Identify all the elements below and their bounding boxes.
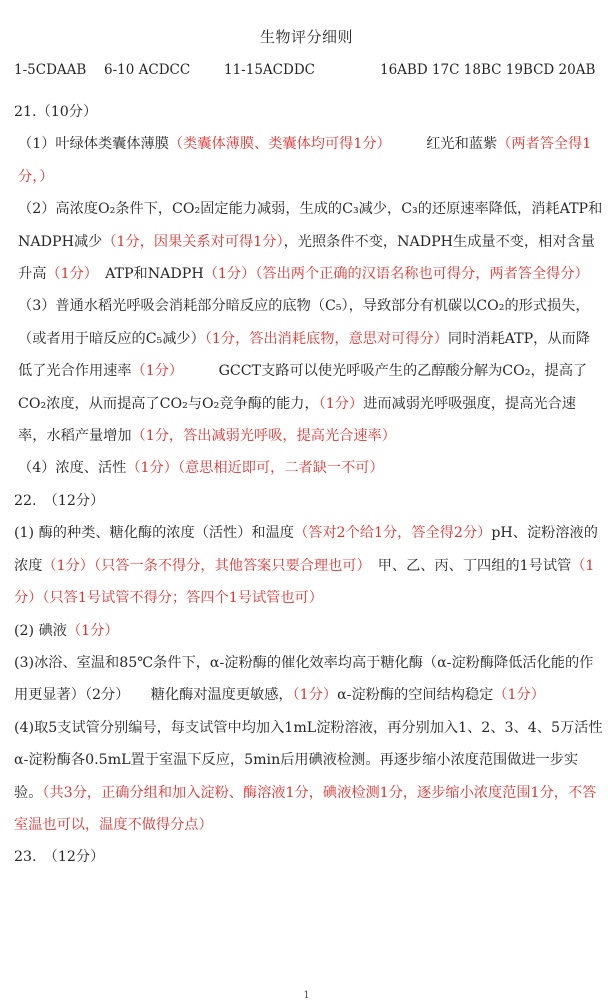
scoring-note: （共3分，正确分组和加入淀粉、酶溶液1分，碘液检测1分，逐步缩小浓度范围1分，不答室温也可以，温度不做得分点）	[14, 784, 597, 833]
answer-text: 进而减弱光呼吸强度，提高光合速率，水稻产量增加	[18, 395, 576, 445]
scoring-note: （1分）	[46, 266, 91, 283]
answer-text: ATP和NADPH	[90, 266, 204, 283]
page-number: 1	[303, 990, 310, 1001]
question-23-heading: 23. （12分）	[14, 849, 105, 866]
scoring-note: （1分）（只答1号试管不得分；答四个1号试管也可）	[14, 557, 595, 607]
scoring-note: （1分，答出消耗底物，意思对可得分）	[204, 330, 448, 347]
answer-key-1-5: 1-5CDAAB	[14, 62, 87, 78]
answer-text: 甲、乙、丙、丁四组的1号试管	[363, 557, 572, 574]
answer-text: （2）高浓度O₂条件下，CO₂固定能力减弱，生成的C₃减少，C₃的还原速率降低，消耗ATP和NADPH减少	[18, 201, 603, 250]
q22-part2	[14, 615, 603, 647]
scoring-content	[14, 96, 603, 874]
q22-part1	[14, 517, 603, 614]
answer-text: （3）普通水稻光呼吸会消耗部分暗反应的底物（C₅），导致部分有机碳以CO₂的形式损失，（或者用于暗反应的C₅减少）	[18, 298, 590, 347]
answer-text: α-淀粉酶的空间结构稳定	[337, 687, 494, 704]
answer-text: （1）叶绿体类囊体薄膜	[18, 136, 169, 153]
scoring-note: （1分）	[66, 622, 119, 639]
scoring-note: （1分）	[493, 687, 545, 704]
answer-text: （4）浓度、活性	[18, 460, 127, 477]
scoring-note: （1分）（答出两个正确的汉语名称也可得分，两者答全得分）	[203, 266, 589, 283]
answer-text: ，光照条件不变，NADPH生成量不变，相对含量升高	[18, 233, 595, 283]
page-title: 生物评分细则	[259, 28, 353, 46]
answer-text: (4)取5支试管分别编号，每支试管中均加入1mL淀粉溶液，再分别加入1、2、3、4、5万活性α-淀粉酶各0.5mL置于室温下反应，5min后用碘液检测。再逐步缩小浓度范围做进一步实验。	[14, 719, 603, 801]
scoring-note: （1分，答出减弱光呼吸，提高光合速率）	[131, 428, 396, 445]
q21-part1	[14, 128, 603, 193]
answer-text: pH、淀粉溶液的浓度	[14, 525, 598, 574]
q22-part4	[14, 712, 603, 842]
answer-key-16-20: 16ABD 17C 18BC 19BCD 20AB	[380, 62, 596, 78]
scoring-note: （1分）	[318, 395, 364, 412]
answer-key-6-10: 6-10 ACDCC	[104, 62, 191, 78]
q22-part3	[14, 647, 603, 712]
answer-text: (3)冰浴、室温和85℃条件下，α-淀粉酶的催化效率均高于糖化酶（α-淀粉酶降低活化能的作用更显著）（2分） 糖化酶对温度更敏感，	[14, 654, 594, 704]
scoring-note: （类囊体薄膜、类囊体均可得1分）	[168, 136, 384, 153]
answer-text: GCCT支路可以使光呼吸产生的乙醇酸分解为CO₂，提高了CO₂浓度，从而提高了CO₂与O₂竞争酶的能力，	[18, 363, 588, 412]
scoring-note: （1分）（只答一条不得分，其他答案只要合理也可）	[42, 557, 364, 574]
q21-part3	[14, 290, 603, 452]
answer-text: (1) 酶的种类、糖化酶的浓度（活性）和温度	[14, 525, 294, 542]
scoring-note: （答对2个给1分，答全得2分）	[293, 525, 492, 542]
answer-text: (2) 碘液	[14, 622, 67, 639]
answer-text: 同时消耗ATP，从而降低了光合作用速率	[18, 330, 590, 380]
scoring-note: （两者答全得1分，）	[18, 136, 592, 185]
q21-part2	[14, 193, 603, 290]
question-21-heading: 21.（10分）	[14, 104, 98, 120]
answer-key-row	[14, 62, 604, 84]
answer-key-11-15: 11-15ACDDC	[224, 62, 315, 78]
q21-part4	[14, 452, 603, 484]
scoring-note: （1分）（意思相近即可，二者缺一不可）	[126, 460, 384, 477]
scoring-note: （1分）	[292, 687, 338, 704]
scoring-note: （1分，因果关系对可得1分）	[102, 233, 284, 250]
answer-text: 红光和蓝紫	[383, 136, 498, 153]
question-22-heading: 22. （12分）	[14, 492, 105, 509]
scoring-note: （1分）	[131, 363, 177, 380]
